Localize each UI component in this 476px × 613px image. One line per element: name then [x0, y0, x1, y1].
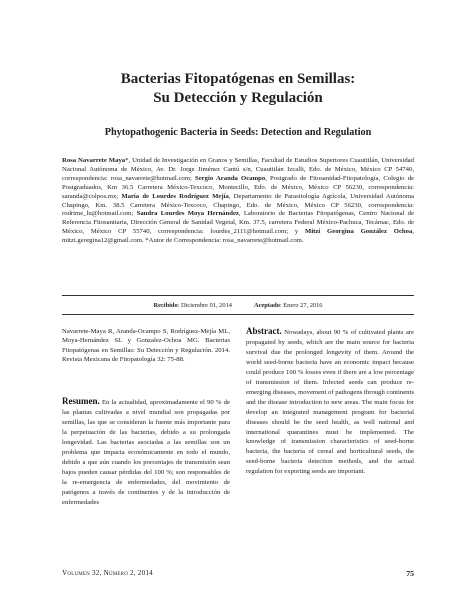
abstract-section — [246, 327, 414, 477]
author-name-3: María de Lourdes Rodríguez Mejía — [121, 192, 229, 200]
resumen-text: En la actualidad, aproximadamente el 90 % de las plantas cultivadas a nivel mundial son propagadas por semillas, las que se consideran la fuente más importante para la perpetuación de las bacterias, debido a su prolongada longevidad. Las bacterias asociadas a las semillas son un problema que impacta económicamente en todo el mundo, debido a que aún cuando los porcentajes de transmisión sean bajos pueden causar pérdidas del 100 %; son responsables de la re-emergencia de enfermedades, del movimiento de patógenos a través de continentes y de la introducción de enfermedades — [62, 399, 230, 506]
title-line-1: Bacterias Fitopatógenas en Semillas: — [120, 71, 356, 87]
author-name-5: Mitzi Georgina González Ochoa — [305, 228, 413, 236]
citation-block: Navarrete-Maya R, Aranda-Ocampo S, Rodríguez-Mejía ML, Moya-Hernández SL y Gonzalez-Ochoa MG. Bacterias Fitopatógenas en Semillas: Su Detección y Regulación. 2014. Revista Mexicana de Fitopatología 32: 75-88. — [62, 328, 230, 363]
accepted-date: : Enero 27, 2016 — [279, 302, 323, 309]
author-affiliation-3: , Departamento de Parasitología Agrícola, Universidad Autónoma Chapingo, Km. 38.5 Carretera México-Texcoco, Chapingo, Edo. de México, México CP 56230, correspondencia: rodrime_lu@hotmail.com; — [62, 192, 414, 218]
page-footer — [62, 569, 414, 578]
author-name-2: Sergio Aranda Ocampo — [194, 174, 266, 182]
author-affiliation-5: , mitzi.georgina12@gmail.com. *Autor de Correspondencia: rosa_navarrete@hotmail.com. — [62, 228, 415, 245]
article-title — [0, 70, 476, 108]
received-label: Recibido — [153, 302, 178, 309]
resumen-heading: Resumen. — [62, 396, 100, 406]
author-name-4: Sandra Lourdes Moya Hernández — [136, 210, 239, 218]
author-affiliations — [62, 157, 414, 246]
author-affiliation-2: , Postgrado de Fitosanidad-Fitopatología, Colegio de Postgraduados, Km 36.5 Carretera México-Texcoco, Montecillo, Edo. de México, México CP 56230, correspondencia: saranda@colpos.mx; — [62, 174, 415, 200]
page-number: 75 — [406, 569, 414, 578]
received-date: : Diciembre 01, 2014 — [177, 302, 232, 309]
accepted-label: Aceptado — [253, 302, 280, 309]
resumen-section — [62, 397, 230, 507]
divider-bottom — [62, 314, 414, 315]
divider-top — [62, 295, 414, 296]
volume-info: Volumen 32, Número 2, 2014 — [62, 569, 153, 577]
author-affiliation-1: *, Unidad de Investigación en Granos y Semillas, Facultad de Estudios Superiores Cuautitlán, Universidad Nacional Autónoma de México, Av. Dr. Jorge Jiménez Cantú s/n, Cuautitlán Izcalli, Edo. de México, México CP 54740, correspondencia: rosa_navarrete@hotmail.com; — [62, 157, 414, 182]
title-line-2: Su Detección y Regulación — [153, 90, 323, 106]
dates-line — [0, 302, 476, 309]
author-name-1: Rosa Navarrete Maya — [62, 157, 126, 164]
abstract-text: Nowadays, about 90 % of cultivated plants are propagated by seeds, which are the main source for bacteria survival due the prolonged longevity of them. Around the world seed-borne bacteria have an economic impact because could produce 100 % losses even if there are a low percentage of transmission of them. Infected seeds can produce re-emerging diseases, movement of pathogens through continents and the disease introduction to new areas. The main focus for develop an integrated management program for bacterial diseases should be the seed health, as well national and international quarantines must be implemented. The knowledge of transmission characteristics of seed-borne bacteria, the bacteria of cereal and horticultural seeds, the seed-borne bacteria detection methods, and the actual regulation for exporting seeds are important. — [246, 329, 414, 476]
english-title: Phytopathogenic Bacteria in Seeds: Detection and Regulation — [104, 127, 372, 138]
abstract-heading: Abstract. — [246, 326, 282, 336]
author-affiliation-4: , Laboratorio de Bacterias Fitopatógenas, Centro Nacional de Referencia Fitosanitaria, Dirección General de Sanidad Vegetal, Km. 37.5, carretera Federal México-Pachuca, Tecámac, Edo. de México, México CP 55740, correspondencia: lourdes_2111@hotmail.com; y — [62, 210, 414, 236]
